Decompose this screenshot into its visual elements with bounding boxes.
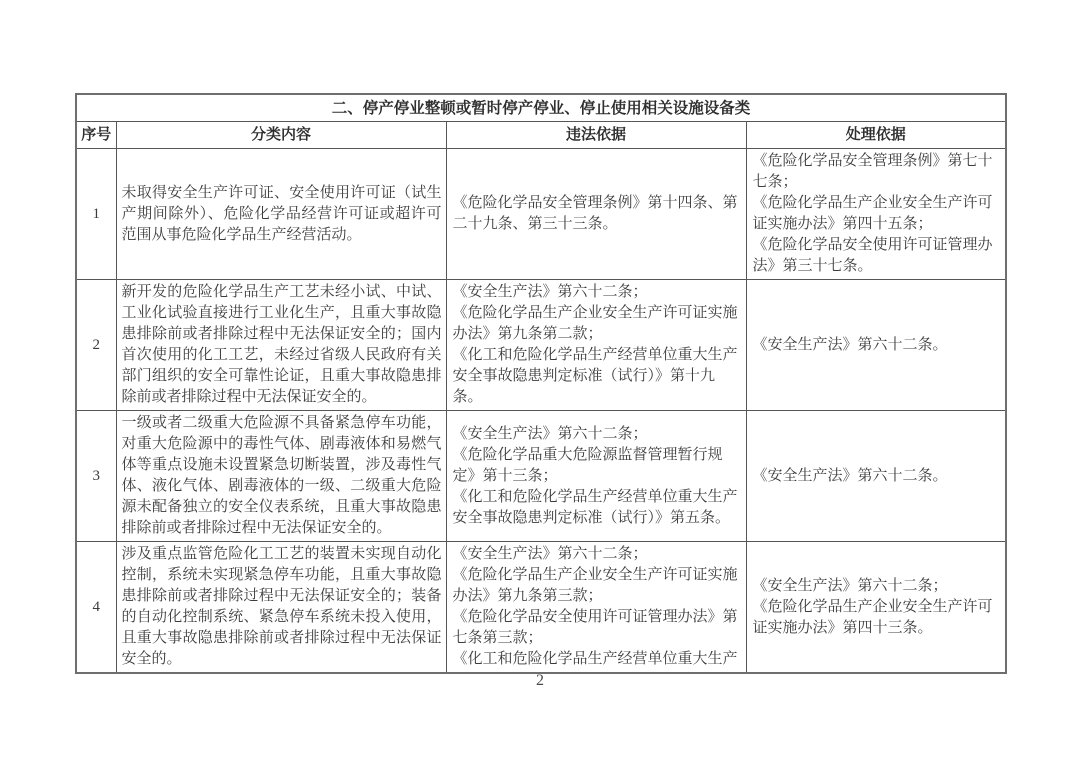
row-handling-basis: 《安全生产法》第六十二条。 <box>746 280 1006 411</box>
table-row <box>76 280 1006 411</box>
row-violation-basis: 《安全生产法》第六十二条； 《危险化学品重大危险源监督管理暂行规定》第十三条； 《化工和危险化学品生产经营单位重大生产安全事故隐患判定标准（试行）》第五条。 <box>446 411 746 542</box>
header-handling-basis: 处理依据 <box>746 122 1006 149</box>
page-number: 2 <box>536 672 544 689</box>
table-title: 二、停产停业整顿或暂时停产停业、停止使用相关设施设备类 <box>76 94 1006 122</box>
row-content: 未取得安全生产许可证、安全使用许可证（试生产期间除外）、危险化学品经营许可证或超许可范围从事危险化学品生产经营活动。 <box>116 149 446 280</box>
row-seq: 2 <box>76 280 116 411</box>
row-handling-basis: 《安全生产法》第六十二条。 <box>746 411 1006 542</box>
table-row <box>76 149 1006 280</box>
table-row <box>76 411 1006 542</box>
row-seq: 1 <box>76 149 116 280</box>
regulation-table <box>75 93 1007 674</box>
row-handling-basis: 《危险化学品安全管理条例》第七十七条； 《危险化学品生产企业安全生产许可证实施办法》第四十五条； 《危险化学品安全使用许可证管理办法》第三十七条。 <box>746 149 1006 280</box>
header-violation-basis: 违法依据 <box>446 122 746 149</box>
table-title-row <box>76 94 1006 122</box>
table-row <box>76 542 1006 674</box>
row-violation-basis: 《危险化学品安全管理条例》第十四条、第二十九条、第三十三条。 <box>446 149 746 280</box>
row-violation-basis: 《安全生产法》第六十二条； 《危险化学品生产企业安全生产许可证实施办法》第九条第三款； 《危险化学品安全使用许可证管理办法》第七条第三款； 《化工和危险化学品生产经营单位重大生产 <box>446 542 746 674</box>
row-handling-basis: 《安全生产法》第六十二条； 《危险化学品生产企业安全生产许可证实施办法》第四十三条。 <box>746 542 1006 674</box>
row-seq: 3 <box>76 411 116 542</box>
row-violation-basis: 《安全生产法》第六十二条； 《危险化学品生产企业安全生产许可证实施办法》第九条第二款； 《化工和危险化学品生产经营单位重大生产安全事故隐患判定标准（试行）》第十九条。 <box>446 280 746 411</box>
row-seq: 4 <box>76 542 116 674</box>
header-category-content: 分类内容 <box>116 122 446 149</box>
table-header-row <box>76 122 1006 149</box>
row-content: 一级或者二级重大危险源不具备紧急停车功能，对重大危险源中的毒性气体、剧毒液体和易燃气体等重点设施未设置紧急切断装置，涉及毒性气体、液化气体、剧毒液体的一级、二级重大危险源未配备独立的安全仪表系统，且重大事故隐患排除前或者排除过程中无法保证安全的。 <box>116 411 446 542</box>
row-content: 涉及重点监管危险化工工艺的装置未实现自动化控制，系统未实现紧急停车功能，且重大事故隐患排除前或者排除过程中无法保证安全的；装备的自动化控制系统、紧急停车系统未投入使用，且重大事故隐患排除前或者排除过程中无法保证安全的。 <box>116 542 446 674</box>
row-content: 新开发的危险化学品生产工艺未经小试、中试、工业化试验直接进行工业化生产，且重大事故隐患排除前或者排除过程中无法保证安全的；国内首次使用的化工工艺，未经过省级人民政府有关部门组织的安全可靠性论证，且重大事故隐患排除前或者排除过程中无法保证安全的。 <box>116 280 446 411</box>
header-seq: 序号 <box>76 122 116 149</box>
